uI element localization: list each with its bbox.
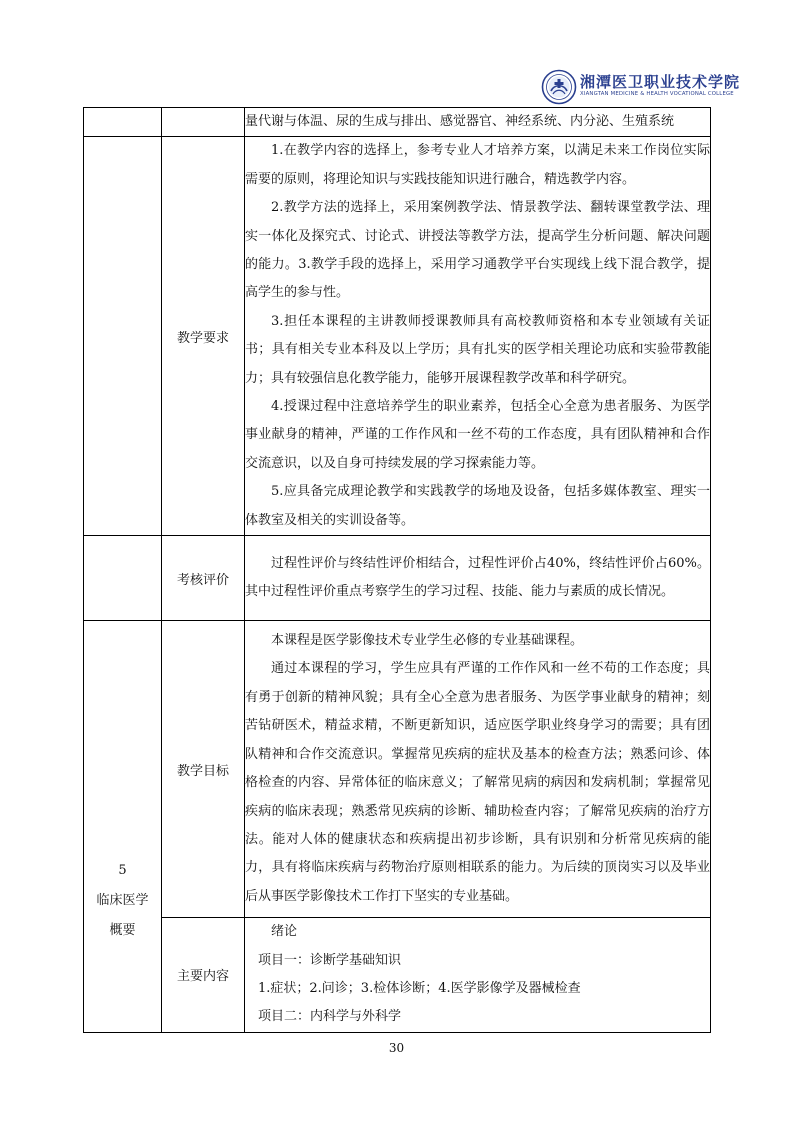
- course-name: 临床医学: [96, 893, 149, 909]
- content-cell: 量代谢与体温、尿的生成与排出、感觉器官、神经系统、内分泌、生殖系统: [245, 108, 711, 137]
- course-cell-continued: [84, 108, 162, 137]
- table-row: [84, 137, 711, 536]
- course-number: 5: [118, 863, 127, 879]
- college-emblem-icon: [541, 69, 577, 105]
- college-name-en: XIANGTAN MEDICINE & HEALTH VOCATIONAL COLLEGE: [580, 91, 734, 97]
- table-row: [84, 108, 711, 137]
- table-row: [84, 536, 711, 621]
- course-name-cont: 概要: [109, 923, 136, 939]
- course-name-cell: [84, 621, 162, 1033]
- teaching-requirements-content: 1.在教学内容的选择上，参考专业人才培养方案，以满足未来工作岗位实际需要的原则，将理论知识与实践技能知识进行融合，精选教学内容。 2.教学方法的选择上，采用案例教学法、情景教学法、翻转课堂教学法、理实一体化及探究式、讨论式、讲授法等教学方法，提高学生分析问题、解决问题的能力。3.教学手段的选择上，采用学习通教学平台实现线上线下混合教学，提高学生的参与性。 3.担任本课程的主讲教师授课教师具有高校教师资格和本专业领域有关证书；具有相关专业本科及以上学历；具有扎实的医学相关理论功底和实验带教能力；具有较强信息化教学能力，能够开展课程教学改革和科学研究。 4.授课过程中注意培养学生的职业素养，包括全心全意为患者服务、为医学事业献身的精神，严谨的工作作风和一丝不苟的工作态度，具有团队精神和合作交流意识，以及自身可持续发展的学习探索能力等。 5.应具备完成理论教学和实践教学的场地及设备，包括多媒体教室、理实一体教室及相关的实训设备等。: [245, 137, 711, 536]
- table-row: [84, 621, 711, 918]
- teaching-goals-label: 教学目标: [162, 621, 245, 918]
- teaching-requirements-label: 教学要求: [162, 137, 245, 536]
- label-cell-empty: [162, 108, 245, 137]
- assessment-content: 过程性评价与终结性评价相结合，过程性评价占40%，终结性评价占60%。其中过程性评价重点考察学生的学习过程、技能、能力与素质的成长情况。: [245, 536, 711, 621]
- main-content: 绪论 项目一：诊断学基础知识 1.症状；2.问诊；3.检体诊断；4.医学影像学及器械检查 项目二：内科学与外科学: [245, 918, 711, 1033]
- assessment-label: 考核评价: [162, 536, 245, 621]
- course-cell-continued: [84, 137, 162, 536]
- course-cell-continued: [84, 536, 162, 621]
- college-name: 湘潭医卫职业技术学院: [580, 73, 741, 91]
- table-row: [84, 918, 711, 1033]
- main-content-label: 主要内容: [162, 918, 245, 1033]
- college-logo: [541, 69, 741, 105]
- course-table: [83, 107, 711, 1033]
- page-number: 30: [388, 1041, 405, 1055]
- teaching-goals-content: 本课程是医学影像技术专业学生必修的专业基础课程。 通过本课程的学习，学生应具有严谨的工作作风和一丝不苟的工作态度；具有勇于创新的精神风貌；具有全心全意为患者服务、为医学事业献身的精神；刻苦钻研医术，精益求精，不断更新知识，适应医学职业终身学习的需要；具有团队精神和合作交流意识。掌握常见疾病的症状及基本的检查方法；熟悉问诊、体格检查的内容、异常体征的临床意义；了解常见病的病因和发病机制；掌握常见疾病的临床表现；熟悉常见疾病的诊断、辅助检查内容；了解常见疾病的治疗方法。能对人体的健康状态和疾病提出初步诊断，具有识别和分析常见疾病的能力，具有将临床疾病与药物治疗原则相联系的能力。为后续的顶岗实习以及毕业后从事医学影像技术工作打下坚实的专业基础。: [245, 621, 711, 918]
